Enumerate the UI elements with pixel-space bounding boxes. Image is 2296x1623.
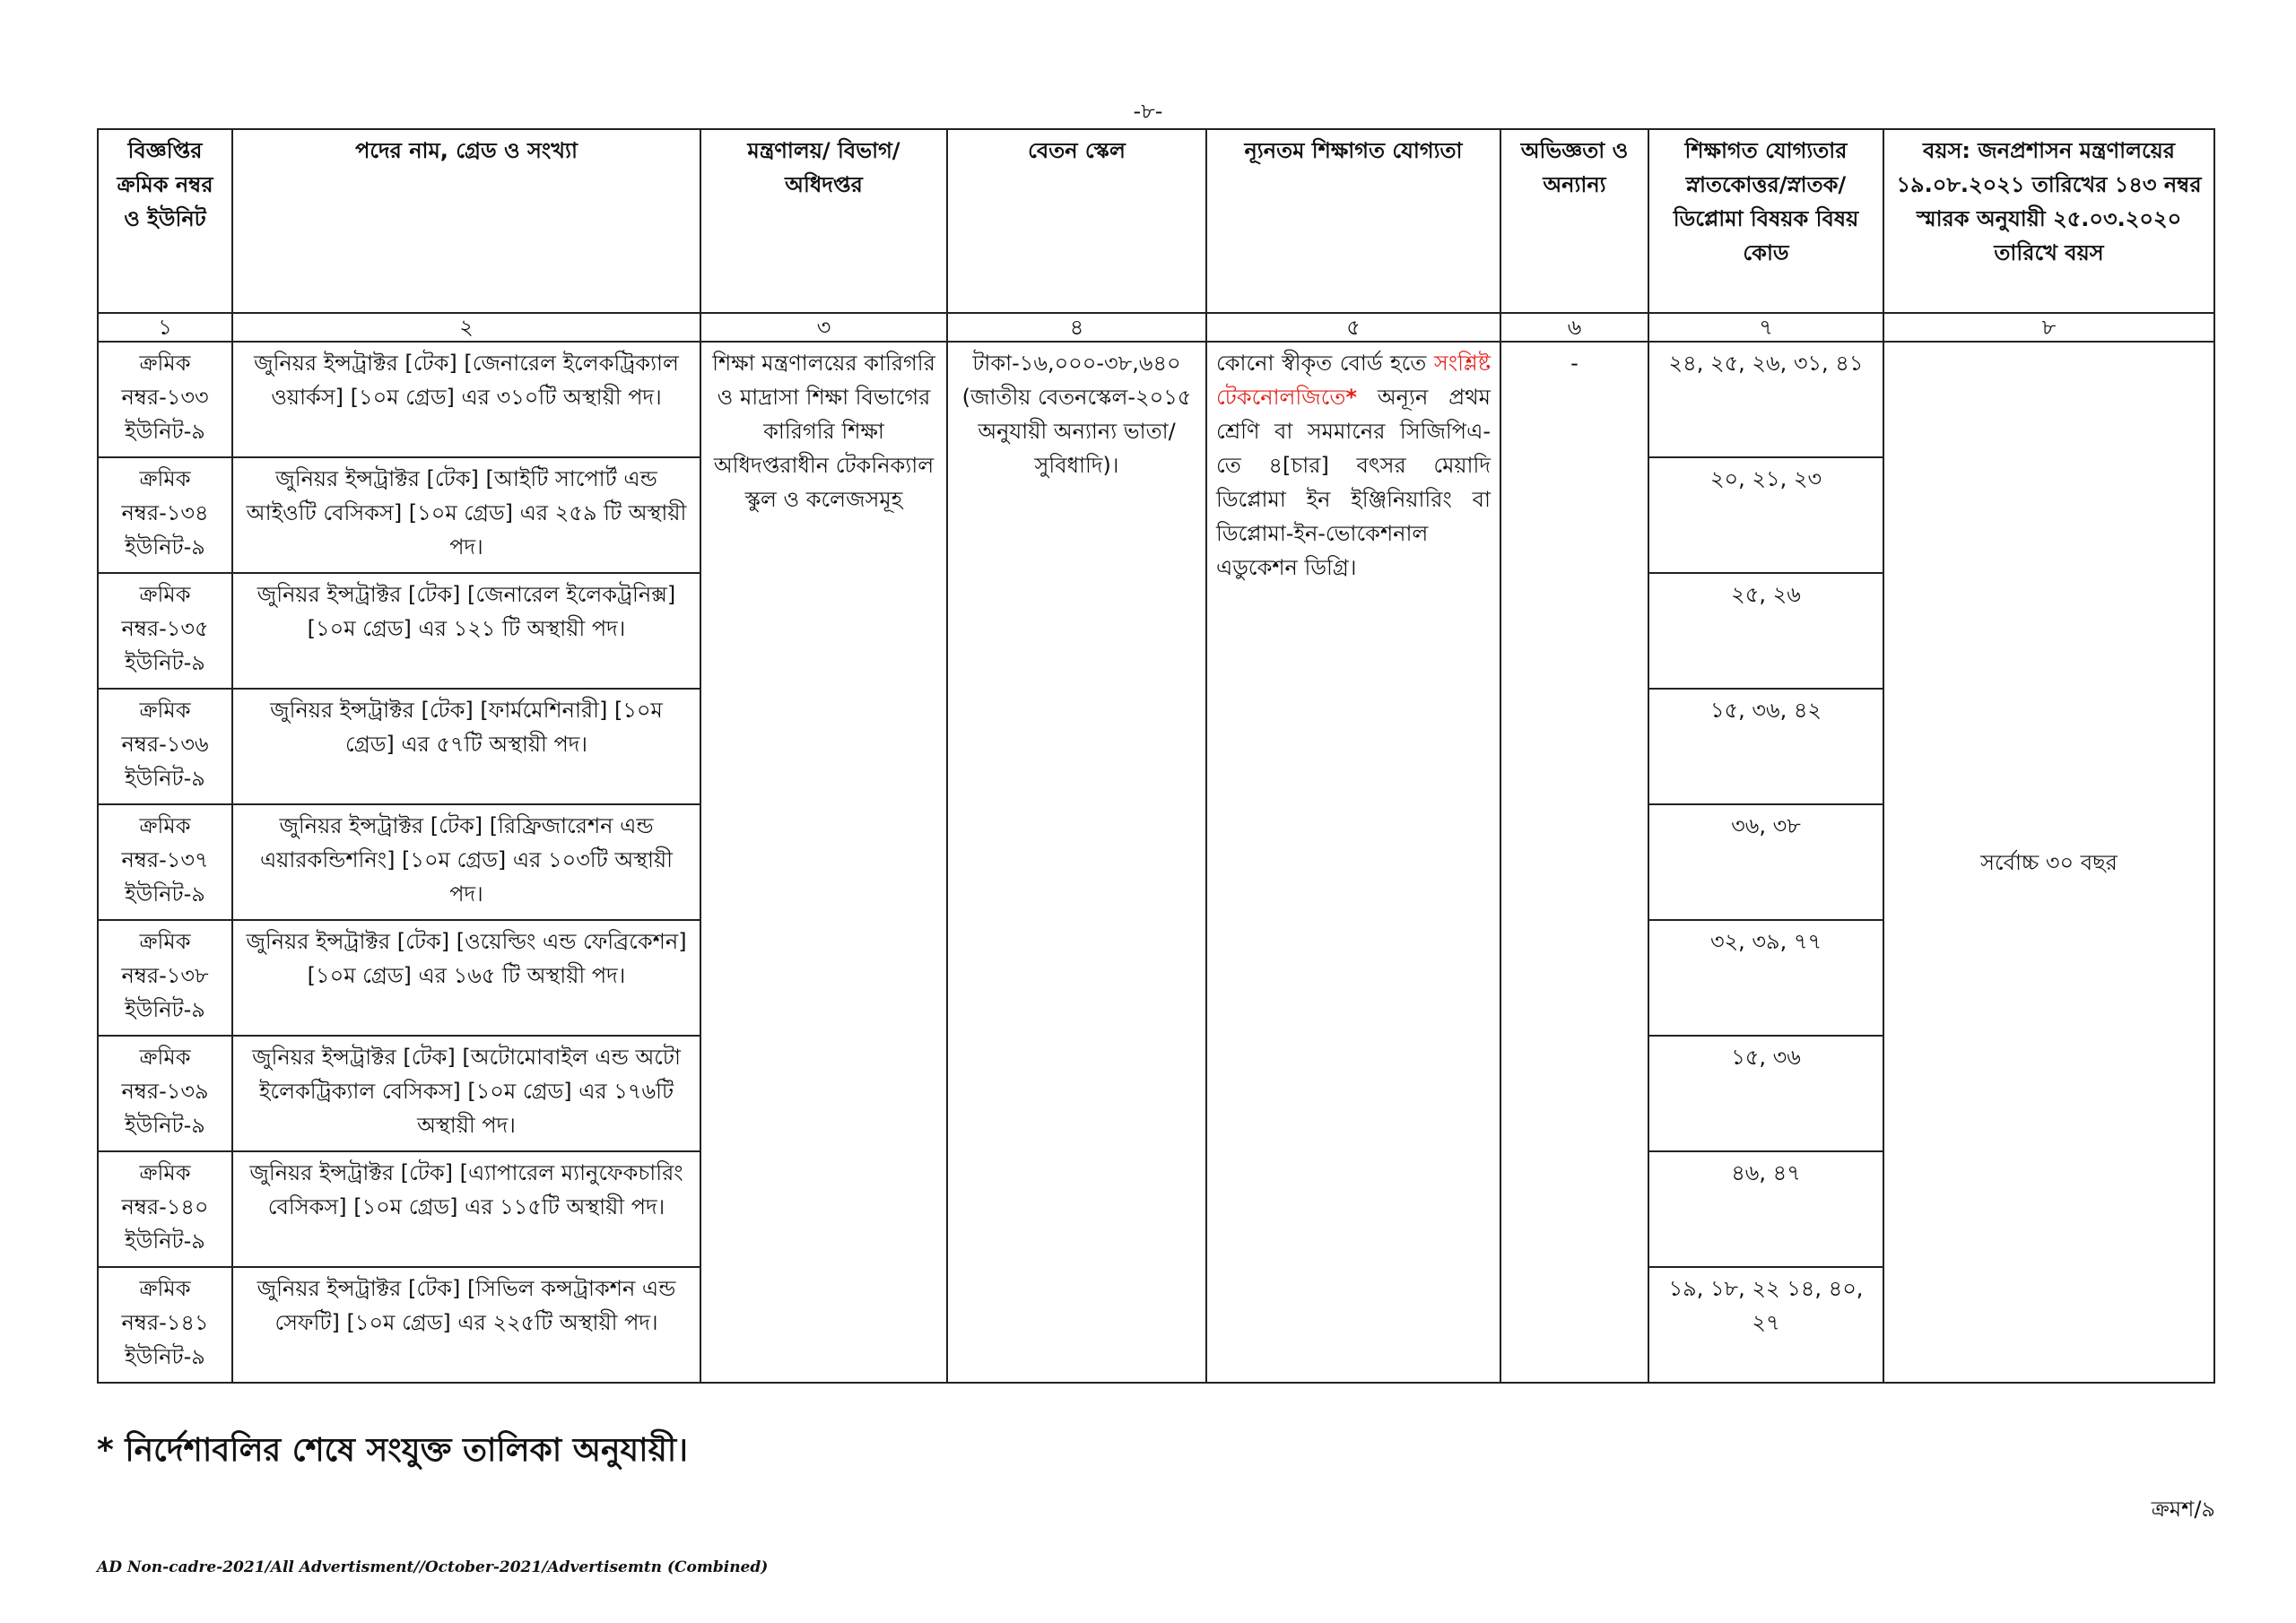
column-number: ৭ — [1648, 313, 1883, 342]
serial-cell: ক্রমিক নম্বর-১৪১ ইউনিট-৯ — [98, 1267, 232, 1383]
column-number: ১ — [98, 313, 232, 342]
subject-code-cell: ১৫, ৩৬ — [1648, 1036, 1883, 1151]
subject-code-cell: ৩২, ৩৯, ৭৭ — [1648, 920, 1883, 1036]
education-cell — [1206, 342, 1500, 1383]
header-row — [98, 129, 2214, 313]
header-post: পদের নাম, গ্রেড ও সংখ্যা — [232, 129, 700, 313]
column-number: ৫ — [1206, 313, 1500, 342]
header-serial: বিজ্ঞপ্তির ক্রমিক নম্বর ও ইউনিট — [98, 129, 232, 313]
post-cell: জুনিয়র ইন্সট্রাক্টর [টেক] [সিভিল কন্সট্রাকশন এন্ড সেফটি] [১০ম গ্রেড] এর ২২৫টি অস্থায়ী পদ। — [232, 1267, 700, 1383]
education-text: কোনো স্বীকৃত বোর্ড হতে — [1216, 351, 1427, 376]
post-cell: জুনিয়র ইন্সট্রাক্টর [টেক] [ফার্মমেশিনারী] [১০ম গ্রেড] এর ৫৭টি অস্থায়ী পদ। — [232, 689, 700, 804]
subject-code-cell: ২৪, ২৫, ২৬, ৩১, ৪১ — [1648, 342, 1883, 457]
serial-cell: ক্রমিক নম্বর-১৩৩ ইউনিট-৯ — [98, 342, 232, 457]
subject-code-cell: ৩৬, ৩৮ — [1648, 804, 1883, 920]
header-age: বয়স: জনপ্রশাসন মন্ত্রণালয়ের ১৯.০৮.২০২১ তারিখের ১৪৩ নম্বর স্মারক অনুযায়ী ২৫.০৩.২০২০ তারিখে বয়স — [1883, 129, 2214, 313]
asterisk-mark: * — [1345, 385, 1357, 410]
serial-cell: ক্রমিক নম্বর-১৩৬ ইউনিট-৯ — [98, 689, 232, 804]
header-pay-scale: বেতন স্কেল — [947, 129, 1206, 313]
serial-cell: ক্রমিক নম্বর-১৩৪ ইউনিট-৯ — [98, 457, 232, 573]
pay-scale-cell: টাকা-১৬,০০০-৩৮,৬৪০ (জাতীয় বেতনস্কেল-২০১৫ অনুযায়ী অন্যান্য ভাতা/সুবিধাদি)। — [947, 342, 1206, 1383]
education-highlight: সংশ্লিষ্ট টেকনোলজিতে — [1216, 351, 1491, 410]
column-number: ৩ — [700, 313, 947, 342]
footer-path: AD Non-cadre-2021/All Advertisment//October-2021/Advertisemtn (Combined) — [97, 1558, 769, 1576]
continued-label: ক্রমশ/৯ — [2151, 1497, 2215, 1522]
serial-cell: ক্রমিক নম্বর-১৩৭ ইউনিট-৯ — [98, 804, 232, 920]
subject-code-cell: ৪৬, ৪৭ — [1648, 1151, 1883, 1267]
column-number: ২ — [232, 313, 700, 342]
serial-cell: ক্রমিক নম্বর-১৩৫ ইউনিট-৯ — [98, 573, 232, 689]
column-number: ৮ — [1883, 313, 2214, 342]
subject-code-cell: ১৯, ১৮, ২২ ১৪, ৪০, ২৭ — [1648, 1267, 1883, 1383]
post-cell: জুনিয়র ইন্সট্রাক্টর [টেক] [রিফ্রিজারেশন এন্ড এয়ারকন্ডিশনিং] [১০ম গ্রেড] এর ১০৩টি অস্থায়ী পদ। — [232, 804, 700, 920]
header-experience: অভিজ্ঞতা ও অন্যান্য — [1500, 129, 1648, 313]
page-number: -৮- — [1133, 99, 1163, 124]
footnote: * নির্দেশাবলির শেষে সংযুক্ত তালিকা অনুযায়ী। — [97, 1432, 688, 1469]
post-cell: জুনিয়র ইন্সট্রাক্টর [টেক] [জেনারেল ইলেকট্রনিক্স] [১০ম গ্রেড] এর ১২১ টি অস্থায়ী পদ। — [232, 573, 700, 689]
job-table — [97, 128, 2215, 1384]
table-row — [98, 342, 2214, 457]
subject-code-cell: ২০, ২১, ২৩ — [1648, 457, 1883, 573]
header-ministry: মন্ত্রণালয়/ বিভাগ/ অধিদপ্তর — [700, 129, 947, 313]
subject-code-cell: ১৫, ৩৬, ৪২ — [1648, 689, 1883, 804]
post-cell: জুনিয়র ইন্সট্রাক্টর [টেক] [অটোমোবাইল এন্ড অটো ইলেকট্রিক্যাল বেসিকস] [১০ম গ্রেড] এর ১৭৬টি অস্থায়ী পদ। — [232, 1036, 700, 1151]
post-cell: জুনিয়র ইন্সট্রাক্টর [টেক] [এ্যাপারেল ম্যানুফেকচারিং বেসিকস] [১০ম গ্রেড] এর ১১৫টি অস্থায়ী পদ। — [232, 1151, 700, 1267]
post-cell: জুনিয়র ইন্সট্রাক্টর [টেক] [জেনারেল ইলেকট্রিক্যাল ওয়ার্কস] [১০ম গ্রেড] এর ৩১০টি অস্থায়ী পদ। — [232, 342, 700, 457]
ministry-cell: শিক্ষা মন্ত্রণালয়ের কারিগরি ও মাদ্রাসা শিক্ষা বিভাগের কারিগরি শিক্ষা অধিদপ্তরাধীন টেকনিক্যাল স্কুল ও কলেজসমূহ — [700, 342, 947, 1383]
serial-cell: ক্রমিক নম্বর-১৩৮ ইউনিট-৯ — [98, 920, 232, 1036]
post-cell: জুনিয়র ইন্সট্রাক্টর [টেক] [ওয়েল্ডিং এন্ড ফেব্রিকেশন] [১০ম গ্রেড] এর ১৬৫ টি অস্থায়ী পদ। — [232, 920, 700, 1036]
serial-cell: ক্রমিক নম্বর-১৩৯ ইউনিট-৯ — [98, 1036, 232, 1151]
column-number-row — [98, 313, 2214, 342]
experience-cell: - — [1500, 342, 1648, 1383]
header-subject-code: শিক্ষাগত যোগ্যতার স্নাতকোত্তর/স্নাতক/ ডিপ্লোমা বিষয়ক বিষয় কোড — [1648, 129, 1883, 313]
subject-code-cell: ২৫, ২৬ — [1648, 573, 1883, 689]
header-education: ন্যূনতম শিক্ষাগত যোগ্যতা — [1206, 129, 1500, 313]
column-number: ৪ — [947, 313, 1206, 342]
post-cell: জুনিয়র ইন্সট্রাক্টর [টেক] [আইটি সাপোর্ট এন্ড আইওটি বেসিকস] [১০ম গ্রেড] এর ২৫৯ টি অস্থায়ী পদ। — [232, 457, 700, 573]
age-cell: সর্বোচ্চ ৩০ বছর — [1883, 342, 2214, 1383]
education-text: অন্যূন প্রথম শ্রেণি বা সমমানের সিজিপিএ-তে ৪[চার] বৎসর মেয়াদি ডিপ্লোমা ইন ইঞ্জিনিয়ারিং বা ডিপ্লোমা-ইন-ভোকেশনাল এডুকেশন ডিগ্রি। — [1216, 385, 1491, 580]
column-number: ৬ — [1500, 313, 1648, 342]
serial-cell: ক্রমিক নম্বর-১৪০ ইউনিট-৯ — [98, 1151, 232, 1267]
